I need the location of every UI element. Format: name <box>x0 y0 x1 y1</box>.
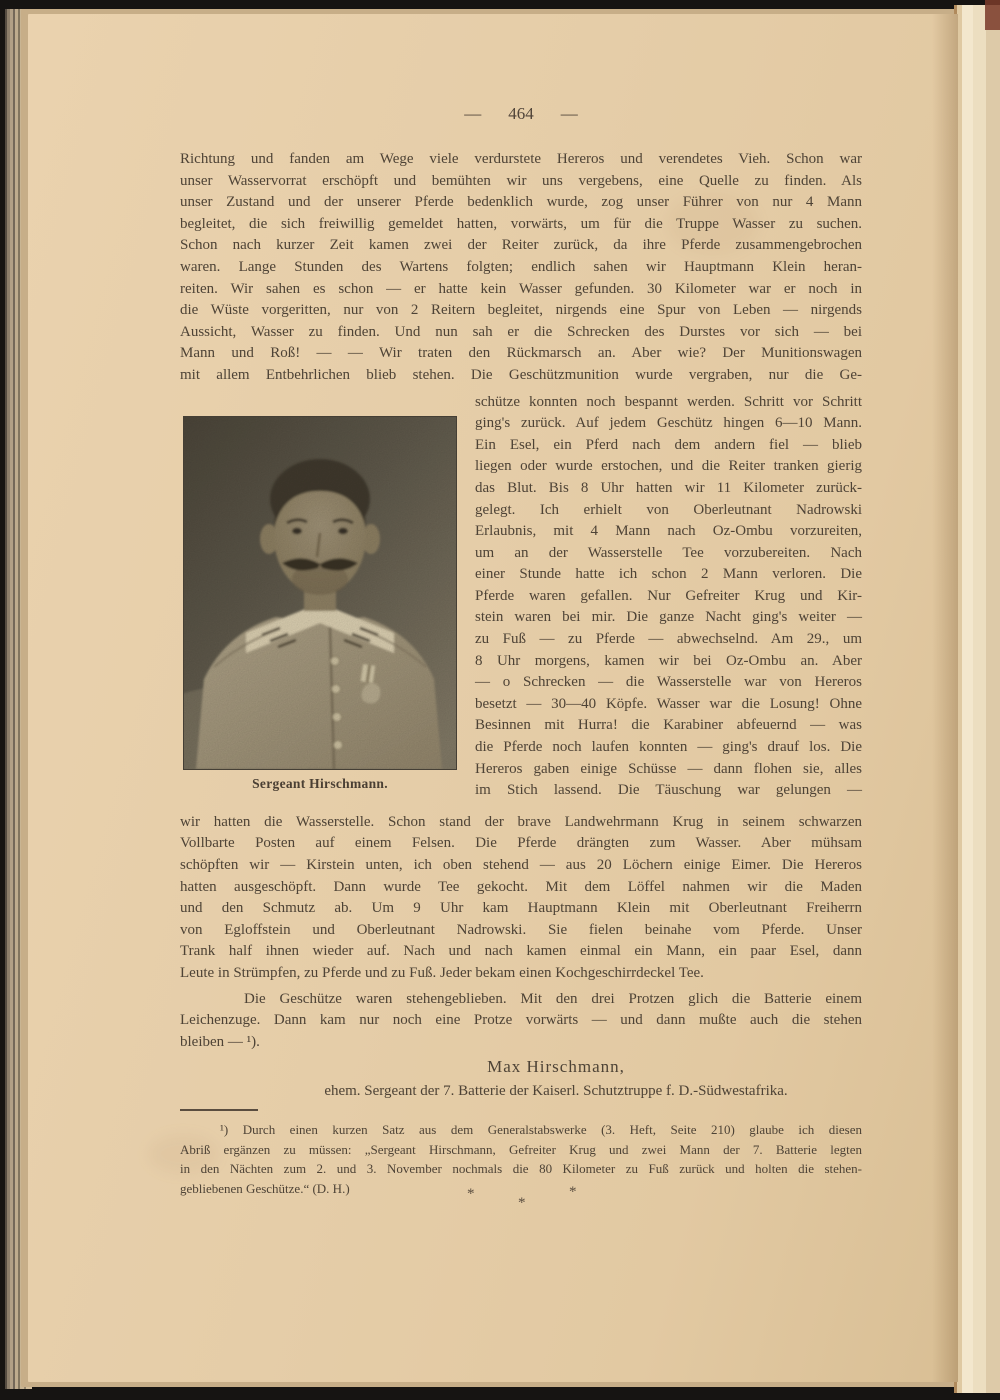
text-line: reiten. Wir sahen es schon — er hatte kein Wasser gefunden. 30 Kilometer war er noch in <box>180 280 862 297</box>
text-line: in den Nächten zum 2. und 3. November nochmals die 80 Kilometer zu Fuß zurück und holten die stehen- <box>180 1161 862 1177</box>
figure-caption: Sergeant Hirschmann. <box>252 775 388 791</box>
paragraph-column <box>475 392 862 802</box>
text-line: Schon nach kurzer Zeit kamen zwei der Reiter zurück, da ihre Pferde zusammengebrochen <box>180 237 862 254</box>
paragraph-two <box>180 989 862 1054</box>
text-line: Leute in Strümpfen, zu Pferde und zu Fuß. Jeder bekam einen Kochgeschirrdeckel Tee. <box>180 964 704 981</box>
text-line: die Pferde noch laufen konnten — ging's drauf los. Die <box>475 739 862 756</box>
text-line: unser Wasservorrat erschöpft und bemühten wir uns vergebens, eine Quelle zu finden. Als <box>180 172 862 189</box>
portrait-illustration <box>184 417 456 769</box>
text-line: — o Schrecken — die Wasserstelle war von Hereros <box>475 674 862 691</box>
asterism <box>180 1186 862 1212</box>
text-line: zu Fuß — zu Pferde — abwechselnd. Am 29., um <box>475 631 862 648</box>
text-line: schütze konnten noch bespannt werden. Schritt vor Schritt <box>475 393 862 410</box>
text-line: die Wüste vorgeritten, nur von 2 Reitern begleitet, nirgends eine Spur von Leben — nirgends <box>180 302 862 319</box>
text-line: und den Schmutz ab. Um 9 Uhr kam Hauptmann Klein mit Oberleutnant Freiherrn <box>180 900 862 917</box>
text-line: Vollbarte Posten auf einem Felsen. Die Pferde drängten zum Wasser. Aber mühsam <box>180 835 862 852</box>
page-number: 464 <box>508 104 534 123</box>
text-line: Trank half ihnen wieder auf. Nach und nach kamen einmal ein Mann, ein paar Esel, dann <box>180 943 862 960</box>
text-line: gelegt. Ich erhielt von Oberleutnant Nadrowski <box>475 501 862 518</box>
text-line: wir hatten die Wasserstelle. Schon stand der brave Landwehrmann Krug in seinem schwarzen <box>180 813 862 830</box>
text-line: Richtung und fanden am Wege viele verdurstete Hereros und verendetes Vieh. Schon war <box>180 151 862 167</box>
text-line: hatten ausgeschöpft. Dann wurde Tee gekocht. Mit dem Löffel nahmen wir die Maden <box>180 878 862 895</box>
page-header <box>180 104 862 124</box>
asterisk-icon: * <box>569 1184 577 1201</box>
paragraph-bottom <box>180 812 862 985</box>
text-line: Erlaubnis, mit 4 Mann nach Oz-Ombu vorzureiten, <box>475 523 862 540</box>
text-line: das Blut. Bis 8 Uhr hatten wir 11 Kilometer zurück- <box>475 479 862 496</box>
text-line: Pferde waren gefallen. Nur Gefreiter Krug und Kir- <box>475 587 862 604</box>
book-cover-edge <box>985 0 1000 30</box>
text-line: 8 Uhr morgens, kamen wir bei Oz-Ombu an. Aber <box>475 652 862 669</box>
header-dash-right: — <box>560 104 578 123</box>
text-line: Die Geschütze waren stehengeblieben. Mit den drei Protzen glich die Batterie einem <box>244 990 862 1007</box>
text-line: besetzt — 30—40 Köpfe. Wasser war die Losung! Ohne <box>475 695 862 712</box>
asterisk-icon: * <box>518 1195 526 1212</box>
text-line: um an der Wasserstelle Tee vorzubereiten. Nach <box>475 544 862 561</box>
footnote-rule <box>180 1109 258 1111</box>
next-page-edge <box>954 5 1000 1393</box>
signature-block <box>180 1055 862 1103</box>
text-block <box>180 104 862 1212</box>
text-line: von Egloffstein und Oberleutnant Nadrowski. Sie fielen beinahe vom Pferde. Unser <box>180 921 862 938</box>
text-line: Ein Esel, ein Pferd nach dem andern fiel — blieb <box>475 436 862 453</box>
figure-text-row <box>180 392 862 802</box>
text-line: stein waren bei mir. Die ganze Nacht ging's weiter — <box>475 609 862 626</box>
text-line: bleiben — ¹). <box>180 1033 260 1050</box>
text-line: unser Zustand und der unserer Pferde bedenklich wurde, zog unser Führer von nur 4 Mann <box>180 194 862 211</box>
text-line: schöpften wir — Kirstein unten, ich oben stehend — aus 20 Löchern einige Eimer. Die Hereros <box>180 857 862 873</box>
text-line: einer Stunde hatte ich schon 2 Mann verloren. Die <box>475 566 862 583</box>
asterisk-icon: * <box>467 1186 475 1203</box>
text-line: Mann und Roß! — — Wir traten den Rückmarsch an. Aber wie? Der Munitionswagen <box>180 345 862 362</box>
text-line: waren. Lange Stunden des Wartens folgten; endlich sahen wir Hauptmann Klein heran- <box>180 258 862 275</box>
portrait-figure <box>183 416 457 802</box>
text-line: ¹) Durch einen kurzen Satz aus dem Generalstabswerke (3. Heft, Seite 210) glaube ich diesen <box>220 1122 862 1138</box>
signature-name: Max Hirschmann, <box>487 1057 625 1077</box>
text-line: Abriß ergänzen zu müssen: „Sergeant Hirschmann, Gefreiter Krug und zwei Mann der 7. Batterie legten <box>180 1141 862 1157</box>
header-dash-left: — <box>464 104 482 123</box>
text-line: Aussicht, Wasser zu finden. Und nun sah er die Schrecken des Durstes vor sich — bei <box>180 323 862 340</box>
portrait-photo <box>183 416 457 770</box>
book-page <box>28 14 958 1382</box>
text-line: liegen oder wurde erstochen, und die Reiter tranken gierig <box>475 458 862 475</box>
text-line: Hereros gaben einige Schüsse — dann flohen sie, alles <box>475 760 862 777</box>
paragraph-top <box>180 149 862 387</box>
text-line: gebliebenen Geschütze.“ (D. H.) <box>180 1180 350 1196</box>
text-line: ging's zurück. Auf jedem Geschütz hingen 6—10 Mann. <box>475 415 862 432</box>
text-line: Besinnen mit Hurra! die Karabiner abfeuernd — was <box>475 717 862 734</box>
signature-title: ehem. Sergeant der 7. Batterie der Kaiserl. Schutztruppe f. D.-Südwestafrika. <box>324 1083 788 1100</box>
text-line: mit allem Entbehrlichen blieb stehen. Die Geschützmunition wurde vergraben, nur die Ge- <box>180 366 862 383</box>
text-line: im Stich lassend. Die Täuschung war gelungen — <box>475 782 862 799</box>
text-line: begleitet, die sich freiwillig gemeldet hatten, vorwärts, um für die Truppe Wasser zu suchen. <box>180 215 862 232</box>
text-line: Leichenzuge. Dann kam nur noch eine Protze vorwärts — und dann mußte auch die stehen <box>180 1012 862 1029</box>
